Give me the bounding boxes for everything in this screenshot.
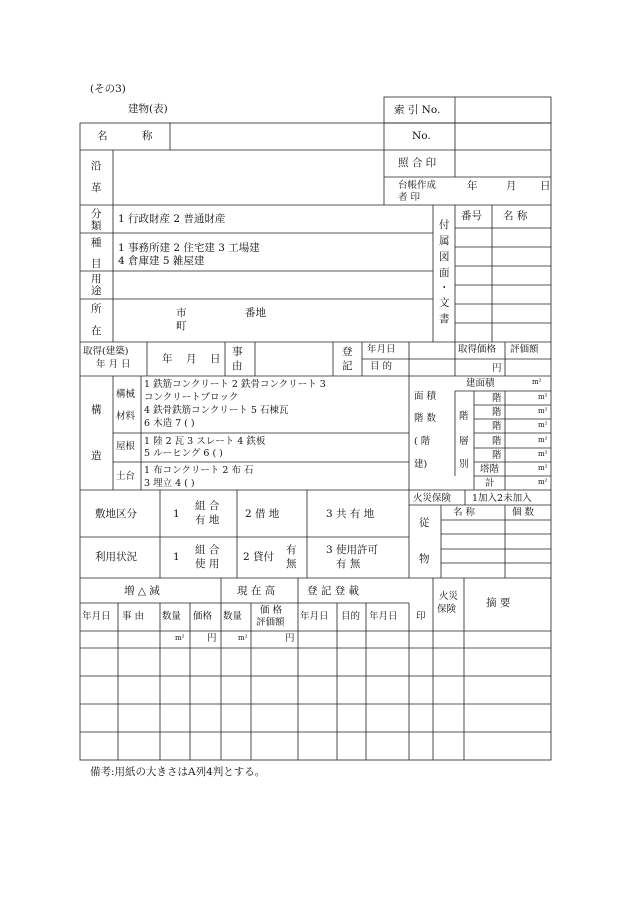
acq-day: 日 (210, 353, 221, 365)
floor-unit-5: m² (538, 450, 548, 458)
area-label-2: 階 数 (414, 413, 437, 424)
location-lot: 番地 (245, 307, 266, 319)
attached-label-3: 図 (439, 251, 450, 263)
frame-line-1: 1 鉄筋コンクリート 2 鉄骨コンクリート 3 (144, 379, 326, 390)
use-opt3-line2: 有 無 (336, 558, 361, 570)
floor-row-1: 階 (492, 393, 502, 404)
attached-label-5: ・ (439, 282, 450, 294)
no-label: No. (412, 130, 431, 142)
attached-label-2: 属 (439, 235, 450, 247)
acq-valuation-label: 評価額 (510, 344, 539, 355)
registry-label: 登 記 登 載 (307, 585, 360, 597)
frame-line-2: コンクリートブロック (144, 392, 239, 403)
floor-label-2: 層 (459, 436, 469, 447)
col-qty: 数量 (162, 611, 182, 622)
attached-label-6: 文 (439, 297, 450, 309)
use-opt1-line1: 組 合 (195, 544, 220, 556)
area-label-1: 面 積 (414, 391, 437, 402)
location-town: 町 (176, 320, 187, 332)
floor-row-5: 階 (492, 450, 502, 461)
floor-label-3: 別 (459, 459, 469, 470)
floor-unit-2: m² (538, 407, 548, 415)
kind-options-line2: 4 倉庫建 5 雑屋建 (118, 255, 205, 267)
footer-note: 備考:用紙の大きさはA列4判とする。 (90, 766, 266, 778)
tower-floor: 塔階 (480, 464, 500, 475)
col-price-val-2: 評価額 (256, 617, 285, 628)
col-date: 年月日 (82, 611, 111, 622)
use-opt1-num: 1 (173, 551, 180, 563)
col-seal: 印 (416, 611, 426, 622)
fire-insurance-options: 1加入2未加入 (472, 493, 532, 504)
kind-label-2: 目 (91, 258, 102, 270)
current-label: 現 在 高 (237, 585, 276, 597)
acq-date-label-1: 取得(建築) (83, 346, 129, 357)
floor-unit-4: m² (538, 436, 548, 444)
roof-line-1: 1 陸 2 瓦 3 スレート 4 鉄板 (144, 436, 266, 447)
frame-label-1: 構械 (116, 389, 136, 400)
unit-yen-2: 円 (285, 633, 295, 644)
name-label-1: 名 (97, 130, 108, 142)
floor-unit-3: m² (538, 421, 548, 429)
site-label: 敷地区分 (95, 508, 137, 520)
floor-row-2: 階 (492, 407, 502, 418)
frame-line-4: 6 木造 7 ( ) (144, 418, 195, 429)
frame-line-3: 4 鉄骨鉄筋コンクリート 5 石棟瓦 (144, 405, 289, 416)
fire-col-line1: 火災 (439, 591, 459, 602)
kind-label-1: 種 (91, 237, 102, 249)
history-label-2: 革 (91, 182, 102, 194)
col-reason: 事 由 (122, 611, 145, 622)
acq-register-1: 登 (342, 346, 353, 358)
acq-year: 年 (162, 353, 173, 365)
building-area-unit: m² (532, 378, 542, 386)
appurtenance-label-2: 物 (419, 553, 430, 565)
col-reg-date: 年月日 (300, 611, 329, 622)
location-city: 市 (176, 307, 187, 319)
location-label-1: 所 (91, 303, 102, 315)
appurtenance-label-1: 従 (419, 517, 430, 529)
form-part-label: (その3) (90, 83, 126, 95)
acq-reg-purpose: 目 的 (370, 361, 393, 372)
form-title: 建物(表) (128, 103, 168, 115)
floor-unit-6: m² (538, 464, 548, 472)
classification-label-2: 類 (91, 220, 102, 232)
attached-col-number: 番号 (461, 210, 482, 222)
floor-label-1: 階 (459, 411, 469, 422)
usage-label-1: 用 (91, 273, 102, 285)
attached-label-1: 付 (439, 219, 450, 231)
col-reg-purpose: 目的 (341, 611, 361, 622)
acq-reason-2: 由 (232, 360, 243, 372)
acq-yen: 円 (492, 363, 502, 374)
ledger-year: 年 (467, 180, 478, 192)
col-current-qty: 数量 (223, 611, 243, 622)
location-label-2: 在 (91, 325, 102, 337)
area-label-4: 建) (414, 459, 428, 470)
acq-reg-date: 年月日 (367, 344, 396, 355)
site-opt3: 3 共 有 地 (326, 508, 375, 520)
attached-label-7: 書 (439, 313, 450, 325)
floor-unit-7: m² (538, 478, 548, 486)
ledger-creator-label-2: 者 印 (398, 192, 421, 203)
attached-col-name: 名 称 (503, 210, 528, 222)
frame-label-2: 材料 (116, 411, 136, 422)
fire-insurance-label: 火災保険 (413, 493, 452, 504)
classification-options: 1 行政財産 2 普通財産 (118, 213, 226, 225)
check-seal-label: 照 合 印 (398, 157, 437, 169)
acq-reason-1: 事 (232, 346, 243, 358)
acq-date-label-2: 年 月 日 (96, 359, 131, 370)
use-opt2-yes: 有 (286, 544, 297, 556)
use-opt3-line1: 3 使用許可 (326, 544, 379, 556)
floor-total: 計 (485, 478, 495, 489)
ledger-day: 日 (540, 180, 551, 192)
change-label: 増 △ 減 (124, 585, 160, 597)
site-opt1-line1: 組 合 (195, 500, 220, 512)
col-reg-date-2: 年月日 (369, 611, 398, 622)
floor-unit-1: m² (538, 393, 548, 401)
classification-label-1: 分 (91, 208, 102, 220)
site-opt1-num: 1 (173, 508, 180, 520)
ledger-creator-label-1: 台帳作成 (398, 180, 437, 191)
name-label-2: 称 (142, 130, 153, 142)
appurtenance-col-count: 個 数 (512, 507, 535, 518)
building-area-label: 建面積 (466, 378, 495, 389)
kind-options-line1: 1 事務所建 2 住宅建 3 工場建 (118, 242, 260, 254)
site-opt1-line2: 有 地 (195, 514, 220, 526)
roof-line-2: 5 ルーヒング 6 ( ) (144, 448, 223, 459)
col-price: 価格 (193, 611, 213, 622)
unit-yen-1: 円 (207, 633, 217, 644)
structure-label-1: 構 (91, 404, 102, 416)
roof-label: 屋根 (116, 441, 136, 452)
use-opt2-label: 2 貸付 (243, 551, 275, 563)
site-opt2: 2 借 地 (245, 508, 280, 520)
remarks-label: 摘 要 (486, 597, 511, 609)
index-no-label: 索 引 No. (394, 104, 441, 116)
col-price-val-1: 価 格 (260, 605, 283, 616)
fire-col-line2: 保険 (437, 604, 457, 615)
base-line-2: 3 埋立 4 ( ) (144, 478, 195, 489)
ledger-month: 月 (506, 180, 517, 192)
acq-register-2: 記 (342, 360, 353, 372)
floor-row-4: 階 (492, 436, 502, 447)
attached-label-4: 面 (439, 267, 450, 279)
acq-price-label: 取得価格 (458, 344, 497, 355)
base-label: 土台 (116, 471, 136, 482)
usage-label-2: 途 (91, 285, 102, 297)
use-opt1-line2: 使 用 (195, 558, 220, 570)
area-label-3: ( 階 (414, 436, 431, 447)
acq-month: 月 (186, 353, 197, 365)
unit-sqm-1: m² (175, 634, 185, 642)
use-opt2-no: 無 (286, 558, 297, 570)
history-label-1: 沿 (91, 160, 102, 172)
base-line-1: 1 布コンクリート 2 布 石 (144, 465, 254, 476)
structure-label-2: 造 (91, 450, 102, 462)
appurtenance-col-name: 名 称 (453, 507, 476, 518)
floor-row-3: 階 (492, 421, 502, 432)
unit-sqm-2: m² (238, 634, 248, 642)
use-status-label: 利用状況 (95, 551, 137, 563)
